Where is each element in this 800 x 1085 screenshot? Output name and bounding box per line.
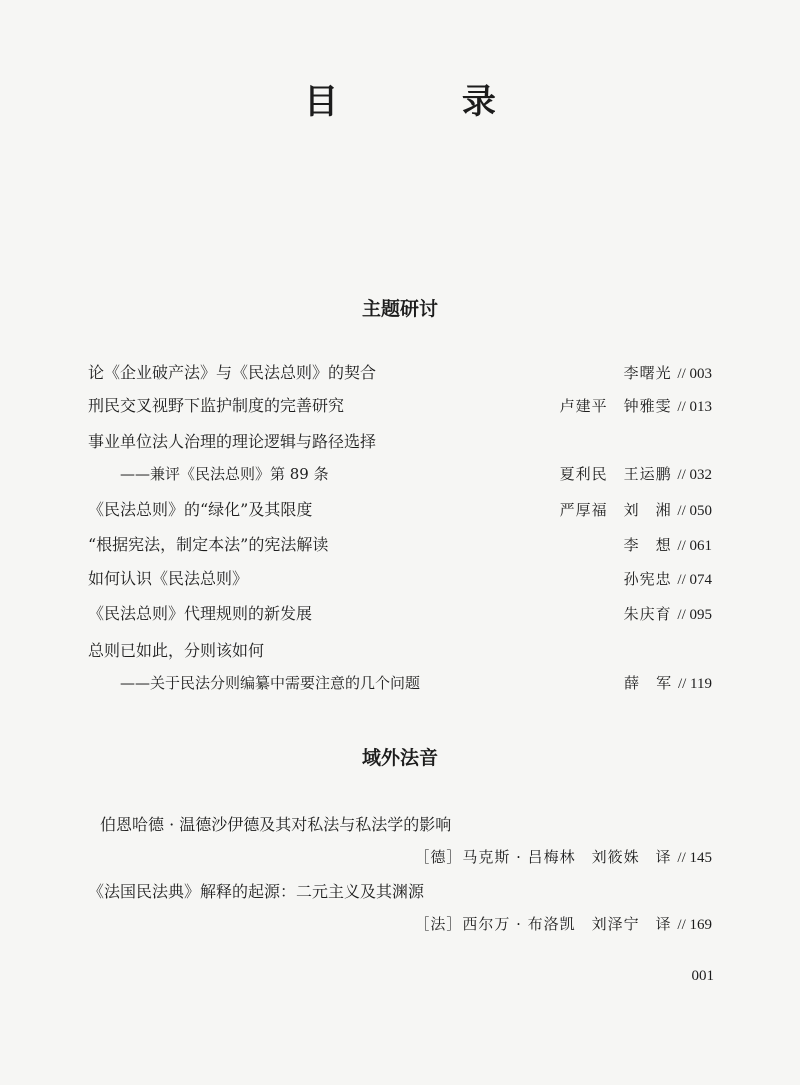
toc-entry-author: ［法］西尔万 · 布洛凯 刘泽宁 译 // 169	[414, 915, 712, 933]
toc-entry-author: 李曙光 // 003	[623, 364, 712, 382]
toc-entry[interactable]	[0, 639, 800, 663]
section-heading: 主题研讨	[361, 298, 438, 320]
toc-entry[interactable]	[0, 567, 800, 591]
toc-entry[interactable]	[0, 361, 800, 385]
toc-entry-author: 李 想 // 061	[623, 536, 712, 554]
toc-entry-byline[interactable]	[0, 912, 800, 936]
toc-entry-subtitle[interactable]	[0, 671, 800, 695]
toc-entry-title: 《民法总则》的“绿化”及其限度	[88, 500, 313, 519]
toc-entry-title: 《法国民法典》解释的起源：二元主义及其渊源	[88, 882, 425, 901]
toc-entry-title: 总则已如此，分则该如何	[88, 641, 265, 660]
toc-entry[interactable]	[0, 498, 800, 522]
toc-entry-title: 如何认识《民法总则》	[88, 569, 249, 588]
toc-entry-title: 事业单位法人治理的理论逻辑与路径选择	[88, 432, 377, 451]
toc-entry[interactable]	[0, 602, 800, 626]
page-title: 目 录	[304, 82, 552, 122]
toc-entry-subtitle-text: ——兼评《民法总则》第 89 条	[120, 465, 329, 483]
section-heading: 域外法音	[361, 747, 438, 769]
toc-entry[interactable]	[0, 394, 800, 418]
toc-entry[interactable]	[0, 533, 800, 557]
toc-entry-author: 孙宪忠 // 074	[623, 570, 712, 588]
toc-entry[interactable]	[0, 880, 800, 904]
toc-entry-author: 朱庆育 // 095	[623, 605, 712, 623]
toc-entry-byline[interactable]	[0, 845, 800, 869]
toc-entry-title: 刑民交叉视野下监护制度的完善研究	[88, 396, 345, 415]
toc-entry-title: “根据宪法，制定本法”的宪法解读	[88, 535, 329, 554]
page-number: 001	[691, 968, 714, 984]
toc-entry-subtitle[interactable]	[0, 462, 800, 486]
toc-entry-title: 伯恩哈德 · 温德沙伊德及其对私法与私法学的影响	[100, 815, 452, 834]
toc-entry-author: ［德］马克斯 · 吕梅林 刘筱姝 译 // 145	[414, 848, 712, 866]
toc-entry-author: 夏利民 王运鹏 // 032	[559, 465, 712, 483]
toc-entry[interactable]	[0, 813, 800, 837]
toc-entry-title: 论《企业破产法》与《民法总则》的契合	[88, 363, 377, 382]
toc-entry-author: 卢建平 钟雅雯 // 013	[559, 397, 712, 415]
toc-entry-author: 严厚福 刘 湘 // 050	[559, 501, 712, 519]
toc-entry-title: 《民法总则》代理规则的新发展	[88, 604, 313, 623]
toc-entry[interactable]	[0, 430, 800, 454]
toc-entry-subtitle-text: ——关于民法分则编纂中需要注意的几个问题	[120, 674, 421, 692]
toc-entry-author: 薛 军 // 119	[624, 674, 712, 692]
